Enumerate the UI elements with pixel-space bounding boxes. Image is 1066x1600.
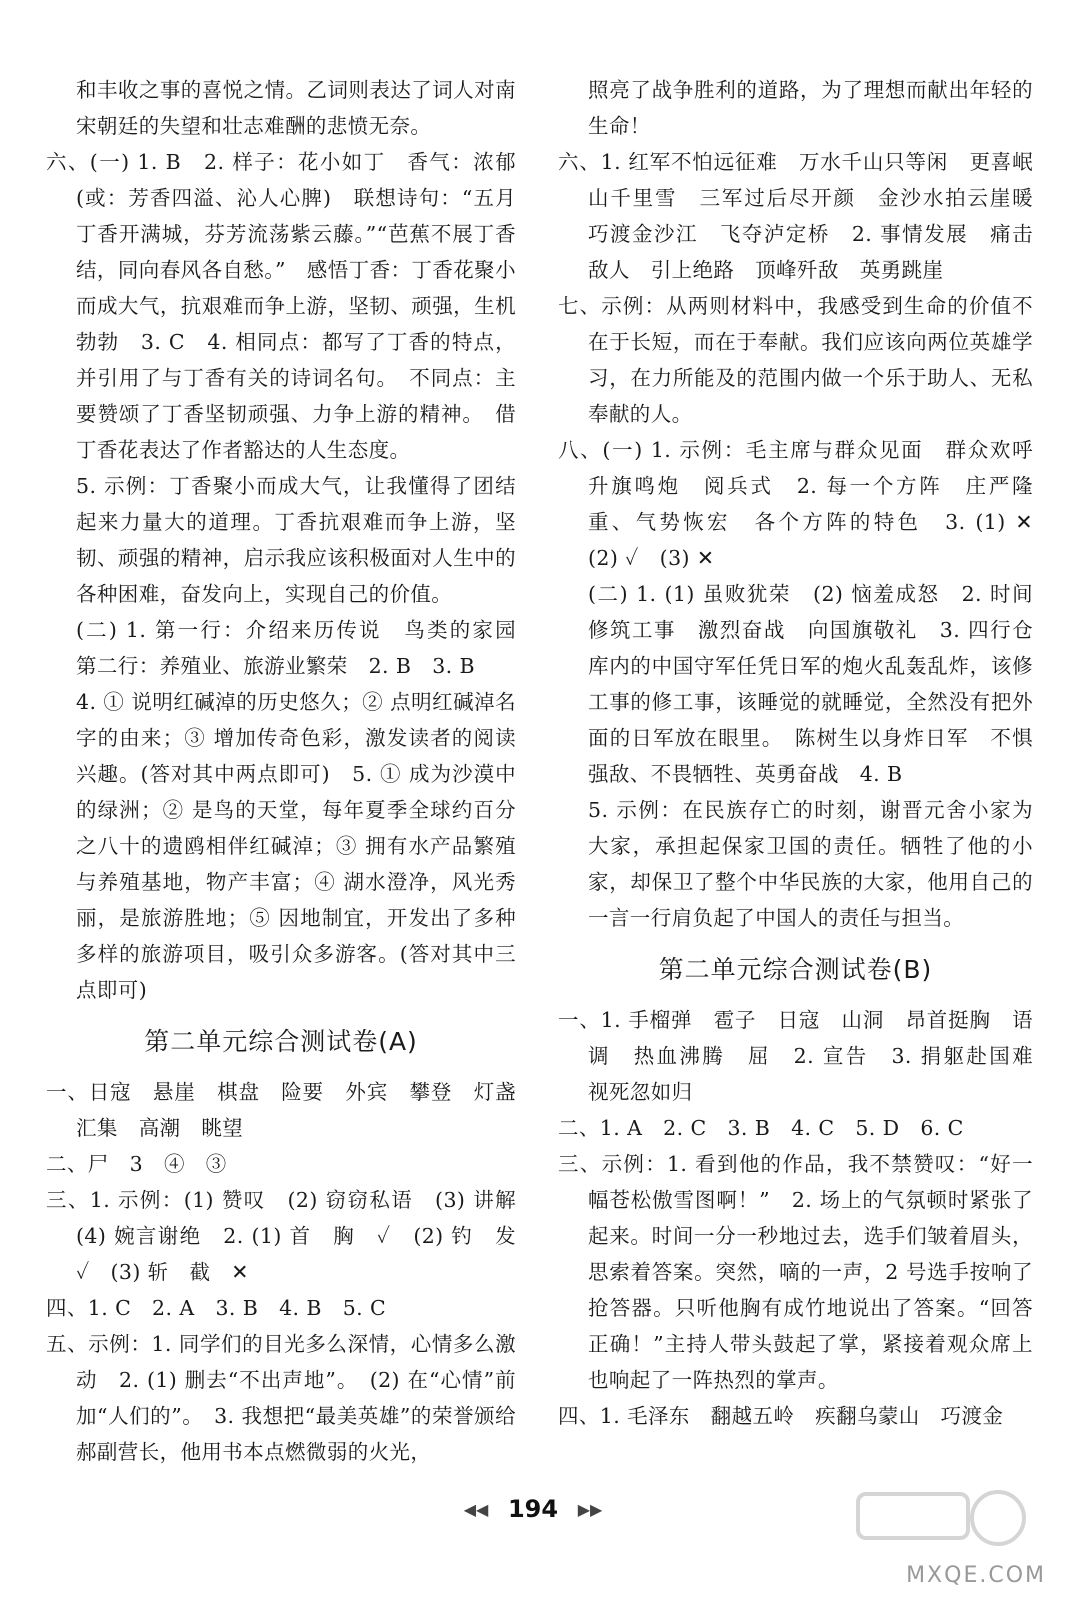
answer-block: 四、1. 毛泽东 翻越五岭 疾翻乌蒙山 巧渡金 <box>558 1404 1004 1428</box>
answer-block: 三、1. 示例：(1) 赞叹 (2) 窃窃私语 (3) 讲解 (4) 婉言谢绝 2. (1) 首 胸 ✓ (2) 钓 发 ✓ (3) 斩 截 ✕ <box>46 1188 537 1284</box>
answer-block: (二) 1. 第一行：介绍来历传说 鸟类的家园 第二行：养殖业、旅游业繁荣 2. B 3. B <box>76 618 537 678</box>
answer-block: 4. ① 说明红碱淖的历史悠久；② 点明红碱淖名字的由来；③ 增加传奇色彩，激发读者的阅读兴趣。(答对其中两点即可) 5. ① 成为沙漠中的绿洲；② 是鸟的天堂，每年夏季全球约百分之八十的遗鸥相伴红碱淖；③ 拥有水产品繁殖与养殖基地，物产丰富；④ 湖水澄净，风光秀丽，是旅游胜地；⑤ 因地制宜，开发出了多种多样的旅游项目，吸引众多游客。(答对其中三点即可) <box>76 690 516 1002</box>
section-heading: 第二单元综合测试卷(A) <box>144 1027 418 1056</box>
left-column <box>46 72 537 1470</box>
answer-block: 5. 示例：在民族存亡的时刻，谢晋元舍小家为大家，承担起保家卫国的责任。牺牲了他的小家，却保卫了整个中华民族的大家，他用自己的一言一行肩负起了中国人的责任与担当。 <box>588 798 1033 930</box>
answer-block: 一、日寇 悬崖 棋盘 险要 外宾 攀登 灯盏 汇集 高潮 眺望 <box>46 1080 537 1140</box>
answer-block: 5. 示例：丁香聚小而成大气，让我懂得了团结起来力量大的道理。丁香抗艰难而争上游，坚韧、顽强的精神，启示我应该积极面对人生中的各种困难，奋发向上，实现自己的价值。 <box>76 474 516 606</box>
answer-block: 二、1. A 2. C 3. B 4. C 5. D 6. C <box>558 1116 964 1140</box>
answer-block: 四、1. C 2. A 3. B 4. B 5. C <box>46 1296 387 1320</box>
right-column <box>558 72 1054 1434</box>
answer-block: 六、(一) 1. B 2. 样子：花小如丁 香气：浓郁(或：芳香四溢、沁人心脾) 联想诗句：“五月丁香开满城，芬芳流荡紫云藤。”“芭蕉不展丁香结，同向春风各自愁。” 感悟丁香：丁香花聚小而成大气，抗艰难而争上游，坚韧、顽强，生机勃勃 3. C 4. 相同点：都写了丁香的特点，并引用了与丁香有关的诗词名句。 不同点：主要赞颂了丁香坚韧顽强、力争上游的精神。 借丁香花表达了作者豁达的人生态度。 <box>46 150 516 462</box>
answer-block: 八、(一) 1. 示例：毛主席与群众见面 群众欢呼 升旗鸣炮 阅兵式 2. 每一个方阵 庄严隆重、气势恢宏 各个方阵的特色 3. (1) ✕ (2) ✓ (3) ✕ <box>558 438 1054 570</box>
answer-block: 六、1. 红军不怕远征难 万水千山只等闲 更喜岷山千里雪 三军过后尽开颜 金沙水拍云崖暖 巧渡金沙江 飞夺泸定桥 2. 事情发展 痛击敌人 引上绝路 顶峰歼敌 英勇跳崖 <box>558 150 1054 282</box>
answer-block: 三、示例：1. 看到他的作品，我不禁赞叹：“好一幅苍松傲雪图啊！” 2. 场上的气氛顿时紧张了起来。时间一分一秒地过去，选手们皱着眉头，思索着答案。突然，嘀的一声，2 号选手按响了抢答器。只听他胸有成竹地说出了答案。“回答正确！”主持人带头鼓起了掌，紧接着观众席上也响起了一阵热烈的掌声。 <box>558 1152 1033 1392</box>
page-number: 194 <box>507 1495 559 1523</box>
left-arrows-icon: ◀◀ <box>463 1499 489 1519</box>
answer-block: 照亮了战争胜利的道路，为了理想而献出年轻的生命！ <box>588 78 1033 138</box>
answer-block: (二) 1. (1) 虽败犹荣 (2) 恼羞成怒 2. 时间 修筑工事 激烈奋战 向国旗敬礼 3. 四行仓库内的中国守军任凭日军的炮火乱轰乱炸，该修工事的修工事，该睡觉的就睡觉，全然没有把外面的日军放在眼里。 陈树生以身炸日军 不惧强敌、不畏牺牲、英勇奋战 4. B <box>588 582 1054 786</box>
answer-block: 和丰收之事的喜悦之情。乙词则表达了词人对南宋朝廷的失望和壮志难酬的悲愤无奈。 <box>76 78 516 138</box>
answer-block: 五、示例：1. 同学们的目光多么深情，心情多么激动 2. (1) 删去“不出声地”。 (2) 在“心情”前加“人们的”。 3. 我想把“最美英雄”的荣誉颁给郝副营长，他用书本点燃微弱的火光， <box>46 1332 516 1464</box>
right-arrows-icon: ▶▶ <box>577 1499 603 1519</box>
answer-block: 二、尸 3 ④ ③ <box>46 1152 227 1176</box>
watermark-text: MXQE.COM <box>906 1563 1046 1588</box>
watermark-logo-icon <box>848 1480 1038 1570</box>
answer-block: 一、1. 手榴弹 雹子 日寇 山洞 昂首挺胸 语调 热血沸腾 屈 2. 宣告 3. 捐躯赴国难 视死忽如归 <box>558 1008 1054 1104</box>
section-heading: 第二单元综合测试卷(B) <box>658 955 933 984</box>
answer-block: 七、示例：从两则材料中，我感受到生命的价值不在于长短，而在于奉献。我们应该向两位英雄学习，在力所能及的范围内做一个乐于助人、无私奉献的人。 <box>558 294 1033 426</box>
